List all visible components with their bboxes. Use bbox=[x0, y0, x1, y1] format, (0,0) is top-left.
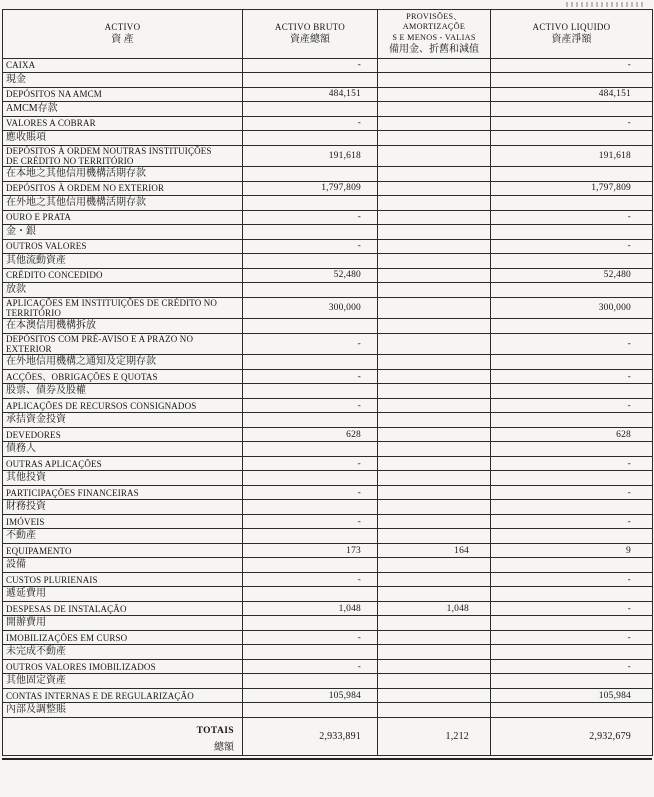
asset-row-chinese-line bbox=[3, 413, 653, 428]
asset-row-portuguese-line bbox=[3, 457, 653, 471]
asset-bruto-value: 1,797,809 bbox=[243, 181, 378, 195]
asset-liquido-value: - bbox=[491, 602, 653, 616]
asset-provisoes-empty bbox=[378, 130, 491, 145]
asset-liquido-value: - bbox=[491, 334, 653, 355]
asset-bruto-empty bbox=[243, 224, 378, 239]
balance-sheet-assets-table bbox=[2, 9, 653, 756]
asset-label-pt: CAIXA bbox=[6, 60, 36, 71]
asset-label-pt: OUTRAS APLICAÇÕES bbox=[6, 458, 102, 469]
asset-label-zh-cell bbox=[3, 413, 243, 428]
asset-bruto-value: - bbox=[243, 116, 378, 130]
asset-label-zh: 金・銀 bbox=[6, 226, 36, 238]
header-col-activo bbox=[3, 10, 243, 59]
asset-bruto-value: 1,048 bbox=[243, 602, 378, 616]
asset-row-chinese-line bbox=[3, 166, 653, 181]
asset-label-zh: 其他投資 bbox=[6, 472, 46, 484]
asset-bruto-value: 484,151 bbox=[243, 87, 378, 101]
asset-label-pt: DEPÓSITOS NA AMCM bbox=[6, 89, 102, 100]
asset-liquido-empty bbox=[491, 471, 653, 486]
asset-liquido-value: 105,984 bbox=[491, 689, 653, 703]
asset-bruto-value: - bbox=[243, 486, 378, 500]
asset-bruto-value: - bbox=[243, 58, 378, 72]
asset-liquido-empty bbox=[491, 319, 653, 334]
asset-liquido-empty bbox=[491, 413, 653, 428]
asset-label-pt-cell bbox=[3, 210, 243, 224]
header-bruto-zh: 資產總額 bbox=[290, 34, 330, 45]
asset-provisoes-value bbox=[378, 515, 491, 529]
asset-provisoes-value bbox=[378, 239, 491, 253]
asset-bruto-value: - bbox=[243, 210, 378, 224]
asset-provisoes-value bbox=[378, 210, 491, 224]
asset-liquido-empty bbox=[491, 224, 653, 239]
asset-liquido-value: 300,000 bbox=[491, 297, 653, 318]
asset-label-pt: CUSTOS PLURIENAIS bbox=[6, 574, 98, 585]
asset-label-zh-cell bbox=[3, 101, 243, 116]
asset-provisoes-value bbox=[378, 457, 491, 471]
asset-row-portuguese-line bbox=[3, 58, 653, 72]
asset-bruto-empty bbox=[243, 253, 378, 268]
asset-liquido-value: 9 bbox=[491, 544, 653, 558]
asset-liquido-empty bbox=[491, 166, 653, 181]
asset-row-chinese-line bbox=[3, 101, 653, 116]
asset-row-portuguese-line bbox=[3, 145, 653, 166]
asset-row-chinese-line bbox=[3, 674, 653, 689]
totals-liquido-value: 2,932,679 bbox=[491, 718, 653, 756]
header-col-activo-liquido bbox=[491, 10, 653, 59]
asset-label-zh: 開辦費用 bbox=[6, 617, 46, 629]
asset-label-zh-cell bbox=[3, 195, 243, 210]
asset-provisoes-empty bbox=[378, 253, 491, 268]
asset-provisoes-value bbox=[378, 486, 491, 500]
asset-provisoes-value bbox=[378, 87, 491, 101]
asset-label-zh: 在外地之其他信用機構活期存款 bbox=[6, 197, 146, 209]
asset-label-pt: DEVEDORES bbox=[6, 429, 61, 440]
asset-provisoes-empty bbox=[378, 224, 491, 239]
asset-label-zh: 財務投資 bbox=[6, 501, 46, 513]
asset-label-pt: DEPÓSITOS À ORDEM NOUTRAS INSTITUIÇÕES DE CRÉDITO NO TERRITÓRIO bbox=[6, 145, 212, 166]
asset-bruto-empty bbox=[243, 384, 378, 399]
asset-provisoes-value bbox=[378, 297, 491, 318]
asset-label-pt-cell bbox=[3, 573, 243, 587]
asset-bruto-empty bbox=[243, 558, 378, 573]
asset-label-pt-cell bbox=[3, 399, 243, 413]
asset-liquido-empty bbox=[491, 703, 653, 718]
asset-liquido-value: 1,797,809 bbox=[491, 181, 653, 195]
totals-label-zh: 總額 bbox=[214, 742, 234, 754]
asset-label-zh-cell bbox=[3, 442, 243, 457]
asset-liquido-empty bbox=[491, 674, 653, 689]
header-provisoes-pt-line1: PROVISÕES、AMORTIZAÇÕE bbox=[402, 12, 466, 32]
asset-label-zh-cell bbox=[3, 500, 243, 515]
asset-liquido-value: 52,480 bbox=[491, 268, 653, 282]
asset-label-zh-cell bbox=[3, 319, 243, 334]
asset-row-portuguese-line bbox=[3, 239, 653, 253]
asset-provisoes-empty bbox=[378, 355, 491, 370]
asset-row-portuguese-line bbox=[3, 689, 653, 703]
asset-row-portuguese-line bbox=[3, 573, 653, 587]
asset-label-zh: 不動產 bbox=[6, 530, 36, 542]
asset-label-zh: 在本地之其他信用機構活期存款 bbox=[6, 168, 146, 180]
asset-label-pt-cell bbox=[3, 334, 243, 355]
asset-label-zh-cell bbox=[3, 674, 243, 689]
asset-provisoes-empty bbox=[378, 616, 491, 631]
asset-row-portuguese-line bbox=[3, 87, 653, 101]
asset-bruto-value: - bbox=[243, 239, 378, 253]
asset-provisoes-value bbox=[378, 145, 491, 166]
asset-label-pt-cell bbox=[3, 660, 243, 674]
asset-liquido-value: - bbox=[491, 239, 653, 253]
asset-bruto-empty bbox=[243, 130, 378, 145]
asset-liquido-empty bbox=[491, 442, 653, 457]
header-liquido-pt: ACTIVO LIQUIDO bbox=[532, 21, 611, 32]
asset-label-pt-cell bbox=[3, 544, 243, 558]
asset-bruto-empty bbox=[243, 645, 378, 660]
asset-liquido-value: - bbox=[491, 210, 653, 224]
asset-bruto-value: - bbox=[243, 631, 378, 645]
asset-bruto-empty bbox=[243, 616, 378, 631]
asset-label-pt-cell bbox=[3, 239, 243, 253]
asset-provisoes-value bbox=[378, 660, 491, 674]
asset-bruto-value: 173 bbox=[243, 544, 378, 558]
asset-bruto-empty bbox=[243, 355, 378, 370]
asset-provisoes-value bbox=[378, 689, 491, 703]
asset-label-pt-cell bbox=[3, 602, 243, 616]
asset-provisoes-empty bbox=[378, 442, 491, 457]
asset-liquido-empty bbox=[491, 558, 653, 573]
asset-label-zh-cell bbox=[3, 703, 243, 718]
asset-row-chinese-line bbox=[3, 224, 653, 239]
asset-liquido-value: 484,151 bbox=[491, 87, 653, 101]
asset-liquido-value: - bbox=[491, 631, 653, 645]
asset-row-portuguese-line bbox=[3, 116, 653, 130]
asset-label-pt: OURO E PRATA bbox=[6, 212, 72, 223]
asset-liquido-value: - bbox=[491, 370, 653, 384]
asset-label-zh: 遞延費用 bbox=[6, 588, 46, 600]
asset-liquido-value: - bbox=[491, 573, 653, 587]
asset-provisoes-value: 164 bbox=[378, 544, 491, 558]
asset-row-chinese-line bbox=[3, 282, 653, 297]
asset-label-pt-cell bbox=[3, 689, 243, 703]
asset-label-pt-cell bbox=[3, 181, 243, 195]
table-bottom-double-rule bbox=[2, 758, 652, 760]
asset-provisoes-value bbox=[378, 58, 491, 72]
header-bruto-pt: ACTIVO BRUTO bbox=[274, 21, 346, 32]
asset-label-pt-cell bbox=[3, 457, 243, 471]
asset-label-pt: CONTAS INTERNAS E DE REGULARIZAÇÃO bbox=[6, 690, 194, 701]
asset-provisoes-empty bbox=[378, 319, 491, 334]
asset-provisoes-value bbox=[378, 334, 491, 355]
asset-label-zh: 應收賬項 bbox=[6, 132, 46, 143]
asset-liquido-empty bbox=[491, 587, 653, 602]
asset-bruto-empty bbox=[243, 674, 378, 689]
asset-label-zh-cell bbox=[3, 253, 243, 268]
asset-liquido-empty bbox=[491, 529, 653, 544]
asset-label-zh: 在本澳信用機構拆放 bbox=[6, 320, 96, 332]
asset-liquido-empty bbox=[491, 253, 653, 268]
asset-row-portuguese-line bbox=[3, 399, 653, 413]
asset-bruto-value: - bbox=[243, 399, 378, 413]
totals-bruto-value: 2,933,891 bbox=[243, 718, 378, 756]
asset-bruto-empty bbox=[243, 442, 378, 457]
asset-label-pt: ACÇÕES、OBRIGAÇÕES E QUOTAS bbox=[6, 371, 158, 382]
asset-bruto-value: - bbox=[243, 660, 378, 674]
asset-label-pt: DESPESAS DE INSTALAÇÃO bbox=[6, 603, 127, 614]
asset-row-portuguese-line bbox=[3, 515, 653, 529]
asset-row-portuguese-line bbox=[3, 181, 653, 195]
asset-row-chinese-line bbox=[3, 442, 653, 457]
asset-label-pt: EQUIPAMENTO bbox=[6, 545, 72, 556]
totals-label-cell bbox=[3, 718, 243, 756]
header-col-provisoes bbox=[378, 10, 491, 59]
asset-label-pt-cell bbox=[3, 268, 243, 282]
asset-provisoes-empty bbox=[378, 587, 491, 602]
asset-label-zh: 放款 bbox=[6, 284, 26, 296]
asset-label-pt-cell bbox=[3, 87, 243, 101]
asset-provisoes-value bbox=[378, 268, 491, 282]
asset-label-pt: PARTICIPAÇÕES FINANCEIRAS bbox=[6, 487, 139, 498]
asset-provisoes-empty bbox=[378, 674, 491, 689]
asset-row-chinese-line bbox=[3, 500, 653, 515]
asset-label-zh: 內部及調整賬 bbox=[6, 704, 66, 716]
asset-label-pt-cell bbox=[3, 116, 243, 130]
asset-provisoes-value bbox=[378, 428, 491, 442]
asset-label-zh-cell bbox=[3, 587, 243, 602]
asset-liquido-value: - bbox=[491, 486, 653, 500]
asset-label-zh-cell bbox=[3, 558, 243, 573]
asset-row-chinese-line bbox=[3, 253, 653, 268]
asset-bruto-value: - bbox=[243, 334, 378, 355]
asset-label-zh: 設備 bbox=[6, 559, 26, 571]
header-activo-zh: 資 產 bbox=[111, 34, 134, 45]
asset-row-portuguese-line bbox=[3, 428, 653, 442]
illegible-corner-text bbox=[566, 2, 644, 7]
asset-bruto-value: - bbox=[243, 457, 378, 471]
asset-bruto-empty bbox=[243, 319, 378, 334]
asset-provisoes-value bbox=[378, 631, 491, 645]
asset-bruto-empty bbox=[243, 500, 378, 515]
asset-label-zh-cell bbox=[3, 224, 243, 239]
asset-row-portuguese-line bbox=[3, 268, 653, 282]
asset-liquido-value: - bbox=[491, 399, 653, 413]
asset-row-chinese-line bbox=[3, 471, 653, 486]
asset-bruto-value: - bbox=[243, 515, 378, 529]
asset-provisoes-empty bbox=[378, 384, 491, 399]
asset-label-pt-cell bbox=[3, 515, 243, 529]
asset-label-zh-cell bbox=[3, 130, 243, 145]
asset-label-zh-cell bbox=[3, 616, 243, 631]
header-provisoes-zh: 備用金、折舊和減值 bbox=[389, 43, 479, 55]
asset-provisoes-empty bbox=[378, 195, 491, 210]
asset-label-pt-cell bbox=[3, 370, 243, 384]
asset-row-chinese-line bbox=[3, 616, 653, 631]
asset-label-pt: VALORES A COBRAR bbox=[6, 118, 96, 129]
asset-label-pt: DEPÓSITOS COM PRÉ-AVISO E A PRAZO NO EXTERIOR bbox=[6, 334, 194, 355]
asset-row-portuguese-line bbox=[3, 660, 653, 674]
asset-label-zh-cell bbox=[3, 384, 243, 399]
asset-label-pt: OUTROS VALORES IMOBILIZADOS bbox=[6, 661, 156, 672]
asset-provisoes-value bbox=[378, 399, 491, 413]
asset-row-portuguese-line bbox=[3, 602, 653, 616]
asset-label-pt: APLICAÇÕES DE RECURSOS CONSIGNADOS bbox=[6, 400, 197, 411]
asset-provisoes-empty bbox=[378, 529, 491, 544]
asset-provisoes-empty bbox=[378, 471, 491, 486]
asset-label-pt: CRÉDITO CONCEDIDO bbox=[6, 270, 103, 281]
asset-label-zh: 其他流動資產 bbox=[6, 255, 66, 267]
asset-label-zh: 承拮資金投資 bbox=[6, 414, 66, 426]
asset-liquido-value: 628 bbox=[491, 428, 653, 442]
asset-row-portuguese-line bbox=[3, 297, 653, 318]
asset-label-pt: APLICAÇÕES EM INSTITUIÇÕES DE CRÉDITO NO TERRITÓRIO bbox=[6, 297, 218, 318]
asset-row-portuguese-line bbox=[3, 486, 653, 500]
asset-bruto-empty bbox=[243, 101, 378, 116]
header-provisoes-pt-line2: S E MENOS - VALIAS bbox=[392, 32, 476, 42]
asset-provisoes-empty bbox=[378, 72, 491, 87]
asset-label-zh-cell bbox=[3, 282, 243, 297]
asset-liquido-empty bbox=[491, 355, 653, 370]
header-col-activo-bruto bbox=[243, 10, 378, 59]
asset-row-chinese-line bbox=[3, 703, 653, 718]
asset-bruto-value: 191,618 bbox=[243, 145, 378, 166]
asset-bruto-empty bbox=[243, 413, 378, 428]
asset-liquido-empty bbox=[491, 500, 653, 515]
totals-row bbox=[3, 718, 653, 756]
header-activo-pt: ACTIVO bbox=[104, 21, 141, 32]
asset-label-zh-cell bbox=[3, 529, 243, 544]
asset-bruto-empty bbox=[243, 166, 378, 181]
asset-label-pt: OUTROS VALORES bbox=[6, 241, 87, 252]
asset-provisoes-empty bbox=[378, 166, 491, 181]
asset-bruto-empty bbox=[243, 471, 378, 486]
asset-row-chinese-line bbox=[3, 130, 653, 145]
asset-row-portuguese-line bbox=[3, 370, 653, 384]
asset-liquido-empty bbox=[491, 101, 653, 116]
totals-provisoes-value: 1,212 bbox=[378, 718, 491, 756]
asset-label-pt: IMÓVEIS bbox=[6, 516, 45, 527]
asset-row-chinese-line bbox=[3, 319, 653, 334]
asset-bruto-empty bbox=[243, 587, 378, 602]
asset-label-pt-cell bbox=[3, 631, 243, 645]
asset-label-zh: 在外地信用機構之通知及定期存款 bbox=[6, 356, 156, 368]
asset-label-pt: IMOBILIZAÇÕES EM CURSO bbox=[6, 632, 128, 643]
asset-label-zh-cell bbox=[3, 166, 243, 181]
asset-label-pt-cell bbox=[3, 297, 243, 318]
asset-label-zh: AMCM存款 bbox=[6, 103, 58, 114]
asset-label-zh-cell bbox=[3, 355, 243, 370]
asset-provisoes-empty bbox=[378, 101, 491, 116]
asset-bruto-value: 52,480 bbox=[243, 268, 378, 282]
asset-label-zh: 現金 bbox=[6, 74, 26, 85]
asset-label-pt-cell bbox=[3, 486, 243, 500]
asset-provisoes-value bbox=[378, 181, 491, 195]
asset-provisoes-empty bbox=[378, 558, 491, 573]
asset-row-portuguese-line bbox=[3, 210, 653, 224]
asset-label-pt-cell bbox=[3, 145, 243, 166]
asset-bruto-empty bbox=[243, 195, 378, 210]
asset-liquido-empty bbox=[491, 282, 653, 297]
asset-bruto-empty bbox=[243, 703, 378, 718]
asset-label-pt-cell bbox=[3, 58, 243, 72]
asset-row-portuguese-line bbox=[3, 631, 653, 645]
asset-liquido-empty bbox=[491, 616, 653, 631]
asset-liquido-empty bbox=[491, 384, 653, 399]
asset-label-zh-cell bbox=[3, 645, 243, 660]
asset-provisoes-value bbox=[378, 573, 491, 587]
asset-label-zh-cell bbox=[3, 72, 243, 87]
header-liquido-zh: 資產淨額 bbox=[551, 34, 592, 45]
asset-bruto-value: - bbox=[243, 370, 378, 384]
asset-label-pt: DEPÓSITOS À ORDEM NO EXTERIOR bbox=[6, 183, 165, 194]
asset-provisoes-empty bbox=[378, 703, 491, 718]
asset-liquido-value: - bbox=[491, 660, 653, 674]
asset-row-chinese-line bbox=[3, 645, 653, 660]
asset-bruto-empty bbox=[243, 72, 378, 87]
table-body bbox=[3, 58, 653, 717]
asset-label-pt-cell bbox=[3, 428, 243, 442]
asset-provisoes-value bbox=[378, 116, 491, 130]
asset-liquido-value: 191,618 bbox=[491, 145, 653, 166]
asset-bruto-empty bbox=[243, 529, 378, 544]
asset-liquido-value: - bbox=[491, 457, 653, 471]
asset-provisoes-empty bbox=[378, 500, 491, 515]
asset-bruto-empty bbox=[243, 282, 378, 297]
asset-provisoes-value: 1,048 bbox=[378, 602, 491, 616]
asset-liquido-empty bbox=[491, 645, 653, 660]
asset-label-zh: 股票、債券及股權 bbox=[6, 385, 86, 397]
asset-bruto-value: 105,984 bbox=[243, 689, 378, 703]
asset-liquido-value: - bbox=[491, 515, 653, 529]
table-header-row bbox=[3, 10, 653, 59]
asset-row-chinese-line bbox=[3, 195, 653, 210]
asset-bruto-value: 300,000 bbox=[243, 297, 378, 318]
asset-liquido-empty bbox=[491, 195, 653, 210]
asset-liquido-empty bbox=[491, 130, 653, 145]
asset-provisoes-empty bbox=[378, 282, 491, 297]
asset-provisoes-empty bbox=[378, 413, 491, 428]
asset-liquido-value: - bbox=[491, 116, 653, 130]
asset-row-chinese-line bbox=[3, 355, 653, 370]
totals-label-pt: TOTAIS bbox=[196, 726, 234, 737]
asset-row-chinese-line bbox=[3, 529, 653, 544]
asset-bruto-value: - bbox=[243, 573, 378, 587]
asset-provisoes-value bbox=[378, 370, 491, 384]
asset-row-chinese-line bbox=[3, 384, 653, 399]
asset-liquido-value: - bbox=[491, 58, 653, 72]
asset-bruto-value: 628 bbox=[243, 428, 378, 442]
asset-liquido-empty bbox=[491, 72, 653, 87]
asset-row-chinese-line bbox=[3, 558, 653, 573]
asset-label-zh: 其他固定資產 bbox=[6, 675, 66, 687]
asset-row-portuguese-line bbox=[3, 544, 653, 558]
asset-row-chinese-line bbox=[3, 72, 653, 87]
asset-label-zh: 未完成不動產 bbox=[6, 646, 66, 658]
asset-row-chinese-line bbox=[3, 587, 653, 602]
asset-provisoes-empty bbox=[378, 645, 491, 660]
asset-label-zh-cell bbox=[3, 471, 243, 486]
asset-label-zh: 債務人 bbox=[6, 443, 36, 455]
asset-row-portuguese-line bbox=[3, 334, 653, 355]
